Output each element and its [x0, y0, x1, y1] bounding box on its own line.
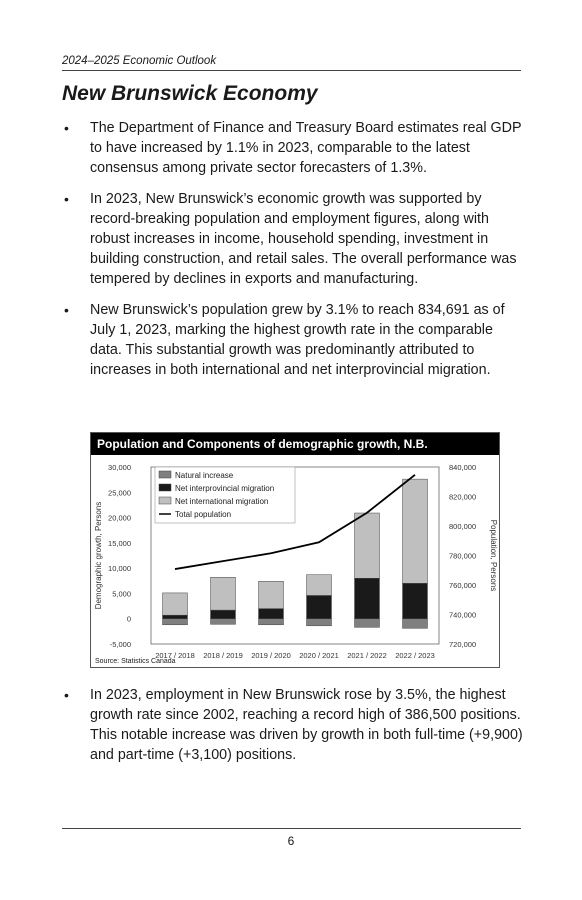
- bullet-list-2: [62, 685, 524, 776]
- y-tick-label: 10,000: [108, 564, 131, 574]
- legend-label: Natural increase: [175, 471, 234, 480]
- x-tick-label: 2018 / 2019: [203, 651, 243, 660]
- bar-segment: [355, 578, 380, 618]
- legend-swatch: [159, 497, 171, 504]
- bar-segment: [259, 581, 284, 608]
- bar-segment: [403, 479, 428, 583]
- x-tick-label: 2020 / 2021: [299, 651, 339, 660]
- x-tick-label: 2017 / 2018: [155, 651, 195, 660]
- page-number: 6: [287, 834, 295, 848]
- y-right-axis-label: Population, Persons: [489, 519, 498, 592]
- y-tick-label: 30,000: [108, 463, 131, 472]
- bar-segment: [355, 513, 380, 578]
- y-right-tick-label: 840,000: [449, 463, 477, 472]
- y-axis-label: Demographic growth, Persons: [94, 501, 103, 610]
- bullet-population: • New Brunswick’s population grew by 3.1% to reach 834,691 as of July 1, 2023, marking the highest growth rate in the comparable data. This substantial growth was predominantly attributed to increases in both international and net interprovincial migration.: [62, 300, 524, 380]
- y-right-tick-label: 760,000: [449, 581, 477, 590]
- y-right-tick-label: 720,000: [449, 640, 477, 649]
- bullet-gdp: • The Department of Finance and Treasury Board estimates real GDP to have increased by 1.1% in 2023, comparable to the latest consensus among private sector forecasters of 1.3%.: [62, 118, 524, 178]
- y-right-tick-label: 800,000: [449, 522, 477, 531]
- bar-segment: [163, 593, 188, 615]
- legend-swatch: [159, 471, 171, 478]
- bar-segment: [259, 619, 284, 625]
- y-right-tick-label: 820,000: [449, 492, 477, 502]
- legend-label: Total population: [175, 510, 232, 519]
- header-rule: [62, 70, 521, 71]
- bar-segment: [163, 619, 188, 625]
- bullet-employment: • In 2023, employment in New Brunswick rose by 3.5%, the highest growth rate since 2002, reaching a record high of 386,500 positions. This notable increase was driven by growth in both full-time (+9,900) and part-time (+3,100) positions.: [62, 685, 524, 765]
- y-right-tick-label: 780,000: [449, 551, 477, 561]
- y-tick-label: 5,000: [112, 589, 131, 599]
- chart-source: Source: Statistics Canada: [95, 658, 176, 665]
- bar-segment: [403, 619, 428, 629]
- bar-segment: [211, 610, 236, 619]
- y-tick-label: 15,000: [108, 538, 131, 548]
- legend-swatch: [159, 484, 171, 491]
- y-tick-label: 25,000: [108, 488, 131, 498]
- x-tick-label: 2019 / 2020: [251, 651, 291, 660]
- footer-rule: [62, 828, 521, 829]
- y-tick-label: -5,000: [109, 640, 131, 649]
- bar-segment: [307, 575, 332, 596]
- legend-label: Net international migration: [175, 497, 269, 506]
- y-right-tick-label: 740,000: [449, 610, 477, 620]
- chart-plot: [91, 455, 499, 666]
- population-chart: [90, 432, 500, 668]
- bar-segment: [307, 595, 332, 618]
- y-tick-label: 0: [126, 614, 131, 624]
- y-tick-label: 20,000: [108, 513, 131, 523]
- bullet-list: [62, 118, 524, 391]
- bar-segment: [211, 577, 236, 610]
- chart-title: Population and Components of demographic growth, N.B.: [91, 433, 499, 455]
- bar-segment: [307, 619, 332, 626]
- running-head: 2024–2025 Economic Outlook: [62, 55, 217, 67]
- legend-label: Net interprovincial migration: [175, 484, 275, 493]
- x-tick-label: 2022 / 2023: [395, 651, 435, 660]
- bar-segment: [355, 619, 380, 628]
- bullet-growth: • In 2023, New Brunswick’s economic growth was supported by record-breaking population and employment figures, along with robust increases in income, household spending, investment in building construction, and retail sales. The overall performance was tempered by declines in exports and manufacturing.: [62, 189, 524, 289]
- bar-segment: [259, 609, 284, 619]
- x-tick-label: 2021 / 2022: [347, 651, 387, 660]
- bar-segment: [163, 615, 188, 619]
- bar-segment: [211, 619, 236, 625]
- page-title: New Brunswick Economy: [62, 82, 318, 105]
- bar-segment: [403, 583, 428, 618]
